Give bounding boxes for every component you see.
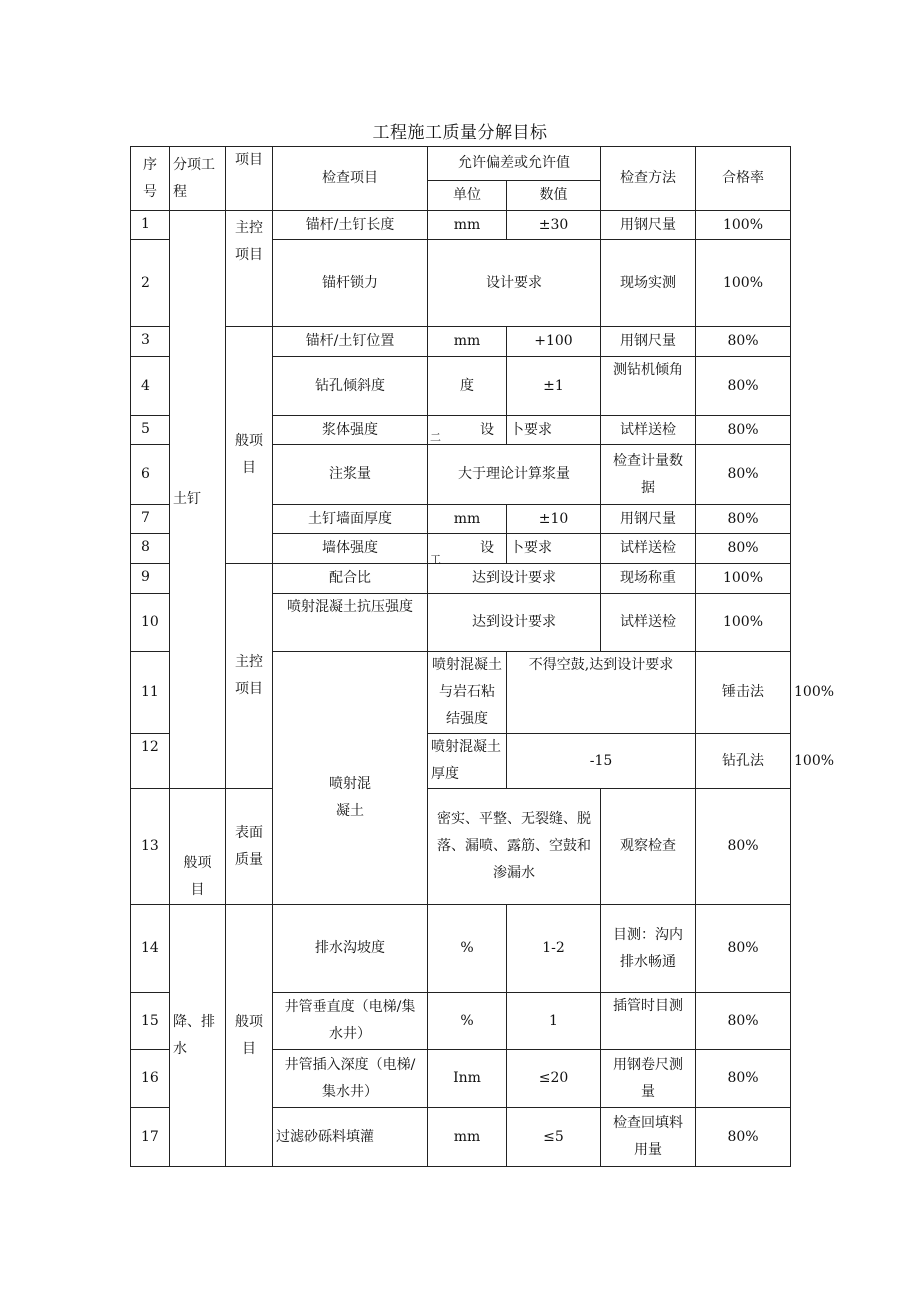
- value: 1: [507, 993, 601, 1050]
- rate: 80%: [696, 357, 791, 416]
- header-method: 检查方法: [601, 147, 696, 211]
- header-check-item: 检查项目: [273, 147, 428, 211]
- rate: 100%: [696, 564, 791, 594]
- check-item: 锚杆锁力: [273, 240, 428, 327]
- unit: 度: [428, 357, 507, 416]
- group-soil-nail: 土钉: [170, 211, 226, 789]
- group-drainage: 降、排 水: [170, 905, 226, 1167]
- table-row: 12 喷射混凝土厚度 -15 钻孔法 100%: [131, 734, 791, 789]
- check-item: 墙体强度: [273, 534, 428, 564]
- check-item: 喷射混凝土与岩石粘 结强度: [428, 652, 507, 734]
- value: 卜要求: [507, 534, 601, 564]
- row-number: 3: [131, 327, 170, 357]
- method: 锤击法: [696, 652, 791, 734]
- table-row: [131, 327, 791, 357]
- unit: mm: [428, 505, 507, 534]
- unit: %: [428, 905, 507, 993]
- header-rate: 合格率: [696, 147, 791, 211]
- row-number: 14: [131, 905, 170, 993]
- check-item: 锚杆/土钉长度: [273, 211, 428, 240]
- rate: 80%: [696, 505, 791, 534]
- value: ≤20: [507, 1050, 601, 1108]
- method: 插管时目测: [601, 993, 696, 1050]
- category-main-2: 主控 项目: [226, 564, 273, 789]
- table-row: [131, 211, 791, 240]
- unit: Inm: [428, 1050, 507, 1108]
- rate: 80%: [696, 789, 791, 905]
- value: 卜要求: [507, 416, 601, 445]
- header-item: 项目: [226, 147, 273, 211]
- row-number: 5: [131, 416, 170, 445]
- method: 用钢尺量: [601, 505, 696, 534]
- category-general: 般项 目: [226, 327, 273, 564]
- rate: 100%: [696, 240, 791, 327]
- method: 用钢卷尺测 量: [601, 1050, 696, 1108]
- check-item: 配合比: [273, 564, 428, 594]
- row-number: 16: [131, 1050, 170, 1108]
- value: ±1: [507, 357, 601, 416]
- check-item: 浆体强度: [273, 416, 428, 445]
- unit: mm: [428, 1108, 507, 1167]
- row-number: 10: [131, 594, 170, 652]
- check-item: 喷射混凝土抗压强度: [273, 594, 428, 652]
- value: ≤5: [507, 1108, 601, 1167]
- header-value: 数值: [507, 181, 601, 211]
- unit: mm: [428, 211, 507, 240]
- rate: 80%: [696, 327, 791, 357]
- value: 1-2: [507, 905, 601, 993]
- method: 观察检查: [601, 789, 696, 905]
- check-item: 过滤砂砾料填灌: [273, 1108, 428, 1167]
- spanned-value: -15: [507, 734, 696, 789]
- category-main: 主控 项目: [226, 211, 273, 327]
- row-number: 15: [131, 993, 170, 1050]
- spanned-value: 不得空鼓,达到设计要求: [507, 652, 696, 734]
- method: 测钻机倾角: [601, 357, 696, 416]
- category-general-3: 般项 目: [226, 905, 273, 1167]
- rate: 80%: [696, 1050, 791, 1108]
- check-item: 锚杆/土钉位置: [273, 327, 428, 357]
- spanned-value: 密实、平整、无裂缝、脱 落、漏喷、露筋、空鼓和 渗漏水: [428, 789, 601, 905]
- method: 试样送检: [601, 594, 696, 652]
- check-item: 井管插入深度（电梯/ 集水井）: [273, 1050, 428, 1108]
- check-item: 钻孔倾斜度: [273, 357, 428, 416]
- value: +100: [507, 327, 601, 357]
- method: 检查计量数 据: [601, 445, 696, 505]
- unit: 工 设: [428, 534, 507, 564]
- check-item: 注浆量: [273, 445, 428, 505]
- method: 钻孔法: [696, 734, 791, 789]
- row-number: 7: [131, 505, 170, 534]
- row-number: 11: [131, 652, 170, 734]
- rate: 80%: [696, 1108, 791, 1167]
- row-number: 1: [131, 211, 170, 240]
- rate: 80%: [696, 905, 791, 993]
- unit: 二 设: [428, 416, 507, 445]
- method: 试样送检: [601, 534, 696, 564]
- rate: 100%: [696, 594, 791, 652]
- header-subproject: 分项工 程: [170, 147, 226, 211]
- unit: mm: [428, 327, 507, 357]
- row-number: 17: [131, 1108, 170, 1167]
- spanned-value: 设计要求: [428, 240, 601, 327]
- category-general-2: 般项 目: [170, 789, 226, 905]
- header-unit: 单位: [428, 181, 507, 211]
- stray-mark: 二: [430, 431, 441, 444]
- rate: 80%: [696, 534, 791, 564]
- spanned-value: 达到设计要求: [428, 594, 601, 652]
- row-number: 12: [131, 734, 170, 789]
- method: 试样送检: [601, 416, 696, 445]
- rate: 80%: [696, 416, 791, 445]
- row-number: 13: [131, 789, 170, 905]
- row-number: 2: [131, 240, 170, 327]
- quality-table: [130, 146, 835, 1167]
- check-item: 表面质量: [226, 789, 273, 905]
- header-seq: 序 号: [131, 147, 170, 211]
- spanned-value: 达到设计要求: [428, 564, 601, 594]
- page-title: 工程施工质量分解目标: [372, 123, 548, 143]
- row-number: 6: [131, 445, 170, 505]
- table-row: [131, 564, 791, 594]
- header-row: [131, 147, 791, 181]
- spanned-value: 大于理论计算浆量: [428, 445, 601, 505]
- method: 检查回填料 用量: [601, 1108, 696, 1167]
- value: ±30: [507, 211, 601, 240]
- method: 用钢尺量: [601, 327, 696, 357]
- row-number: 8: [131, 534, 170, 564]
- table-row: [131, 905, 791, 993]
- check-item: 井管垂直度（电梯/集 水井）: [273, 993, 428, 1050]
- check-item: 排水沟坡度: [273, 905, 428, 993]
- method: 现场实测: [601, 240, 696, 327]
- header-allowance: 允许偏差或允许值: [428, 147, 601, 181]
- check-item: 喷射混凝土厚度: [428, 734, 507, 789]
- rate: 80%: [696, 993, 791, 1050]
- method: 目测：沟内 排水畅通: [601, 905, 696, 993]
- method: 用钢尺量: [601, 211, 696, 240]
- stray-mark: 工: [430, 553, 441, 566]
- table-row: 11 喷射混 凝土 喷射混凝土与岩石粘 结强度 不得空鼓,达到设计要求 锤击法 100%: [131, 652, 791, 734]
- check-item: 土钉墙面厚度: [273, 505, 428, 534]
- group-shotcrete: 喷射混 凝土: [273, 652, 428, 905]
- value: ±10: [507, 505, 601, 534]
- table-row: [131, 789, 791, 905]
- rate: 80%: [696, 445, 791, 505]
- row-number: 9: [131, 564, 170, 594]
- rate: 100%: [696, 211, 791, 240]
- unit: %: [428, 993, 507, 1050]
- method: 现场称重: [601, 564, 696, 594]
- row-number: 4: [131, 357, 170, 416]
